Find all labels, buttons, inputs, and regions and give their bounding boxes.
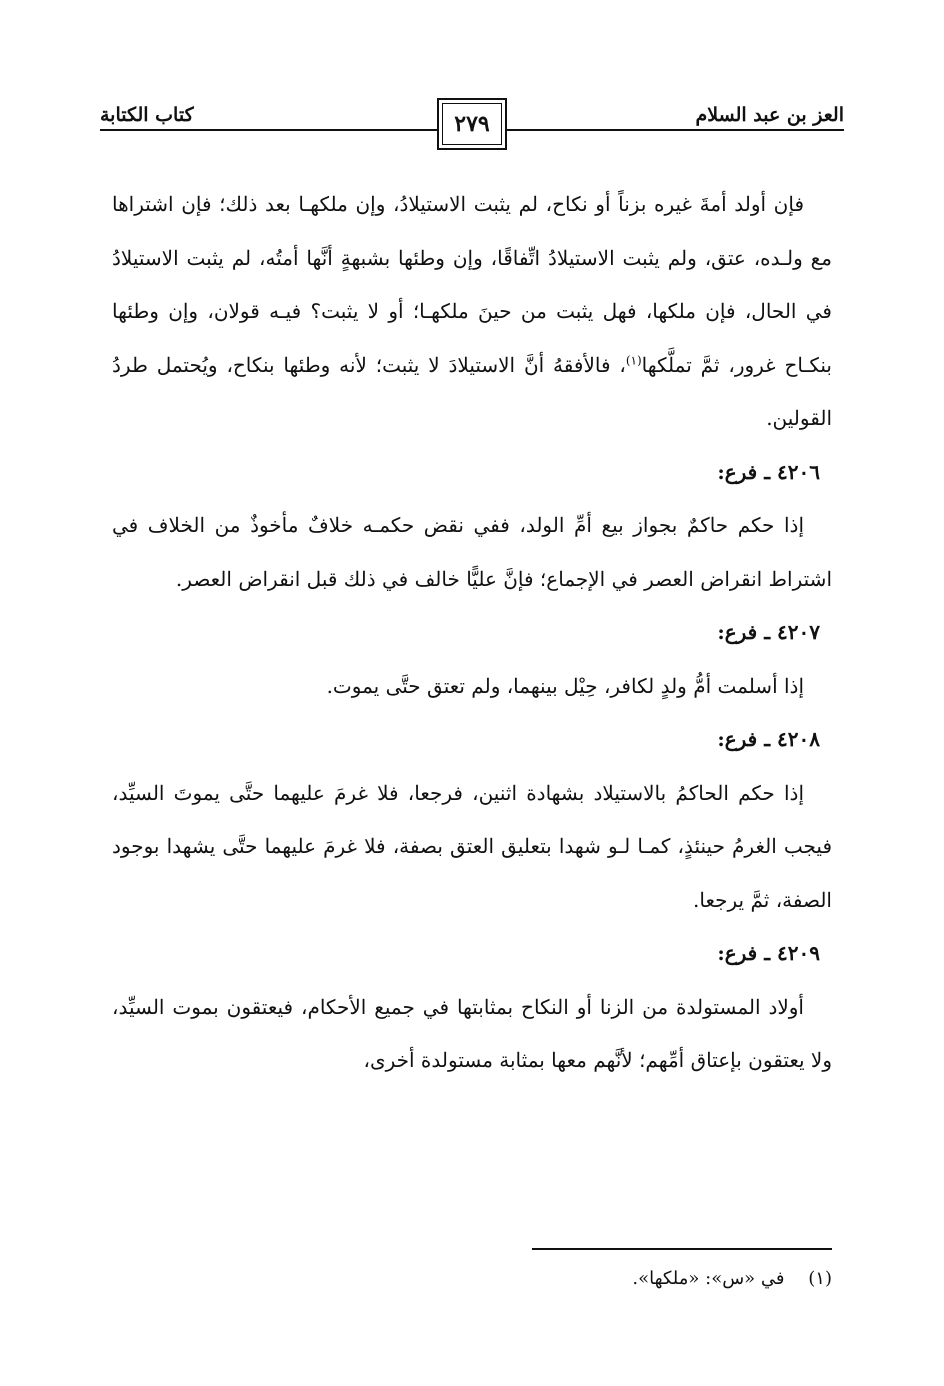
paragraph-4207: إذا أسلمت أمُّ ولدٍ لكافر، حِيْل بينهما، ولم تعتق حتَّى يموت. [326, 673, 804, 698]
author-name: العز بن عبد السلام [695, 104, 844, 126]
running-header [100, 98, 844, 158]
paragraph-intro-ending: ، فالأفقهُ أنَّ الاستيلادَ لا يثبت؛ لأنه وطئها بنكاح، ويُحتمل طردُ القولين. [112, 352, 832, 430]
footnote [112, 1264, 832, 1294]
paragraph-intro [112, 178, 832, 446]
footnote-text: في «س»: «ملكها». [632, 1268, 785, 1289]
section-heading-4208: ٤٢٠٨ ـ فرع: [717, 727, 820, 751]
main-text [112, 178, 832, 1088]
paragraph-4206: إذا حكم حاكمٌ بجواز بيع أمِّ الولد، ففي نقض حكمـه خلافٌ مأخوذٌ من الخلاف في اشتراط انقراض العصر في الإجماع؛ فإنَّ عليًّا خالف في ذلك قبل انقراض العصر. [112, 513, 832, 591]
paragraph-4208: إذا حكم الحاكمُ بالاستيلاد بشهادة اثنين، فرجعا، فلا غرمَ عليهما حتَّى يموتَ السيِّد، فيجب الغرمُ حينئذٍ، كمـا لـو شهدا بتعليق العتق بصفة، فلا غرمَ عليهما حتَّى يشهدا بوجود الصفة، ثمَّ يرجعا. [112, 780, 832, 912]
footnote-separator [532, 1248, 832, 1250]
footnote-number: (١) [808, 1268, 832, 1289]
section-heading-4209: ٤٢٠٩ ـ فرع: [717, 941, 820, 965]
book-section-title: كتاب الكتابة [100, 104, 194, 126]
page-number-box [437, 98, 507, 150]
section-heading-4207: ٤٢٠٧ ـ فرع: [717, 620, 820, 644]
section-heading-4206: ٤٢٠٦ ـ فرع: [717, 459, 820, 484]
footnote-reference: (١) [625, 352, 642, 367]
page-number: ٢٧٩ [454, 111, 490, 137]
paragraph-4209: أولاد المستولدة من الزنا أو النكاح بمثابتها في جميع الأحكام، فيعتقون بموت السيِّد، ولا يعتقون بإعتاق أمِّهم؛ لأنَّهم معها بمثابة مستولدة أخرى، [112, 994, 832, 1072]
paragraph-intro-text: فإن أولد أمةَ غيره بزناً أو نكاح، لم يثبت الاستيلادُ، وإن ملكهـا بعد ذلك؛ فإن اشتراها مع ولـده، عتق، ولم يثبت الاستيلادُ اتِّفاقًا، وإن وطئها بشبهةٍ أنَّها أمتُه، لم يثبت الاستيلادُ في الحال، فإن ملكها، فهل يثبت من حينَ ملكهـا؛ أو لا يثبت؟ فيـه قولان، وإن وطئها بنكـاح غرور، ثمَّ تملَّكها [112, 192, 832, 377]
